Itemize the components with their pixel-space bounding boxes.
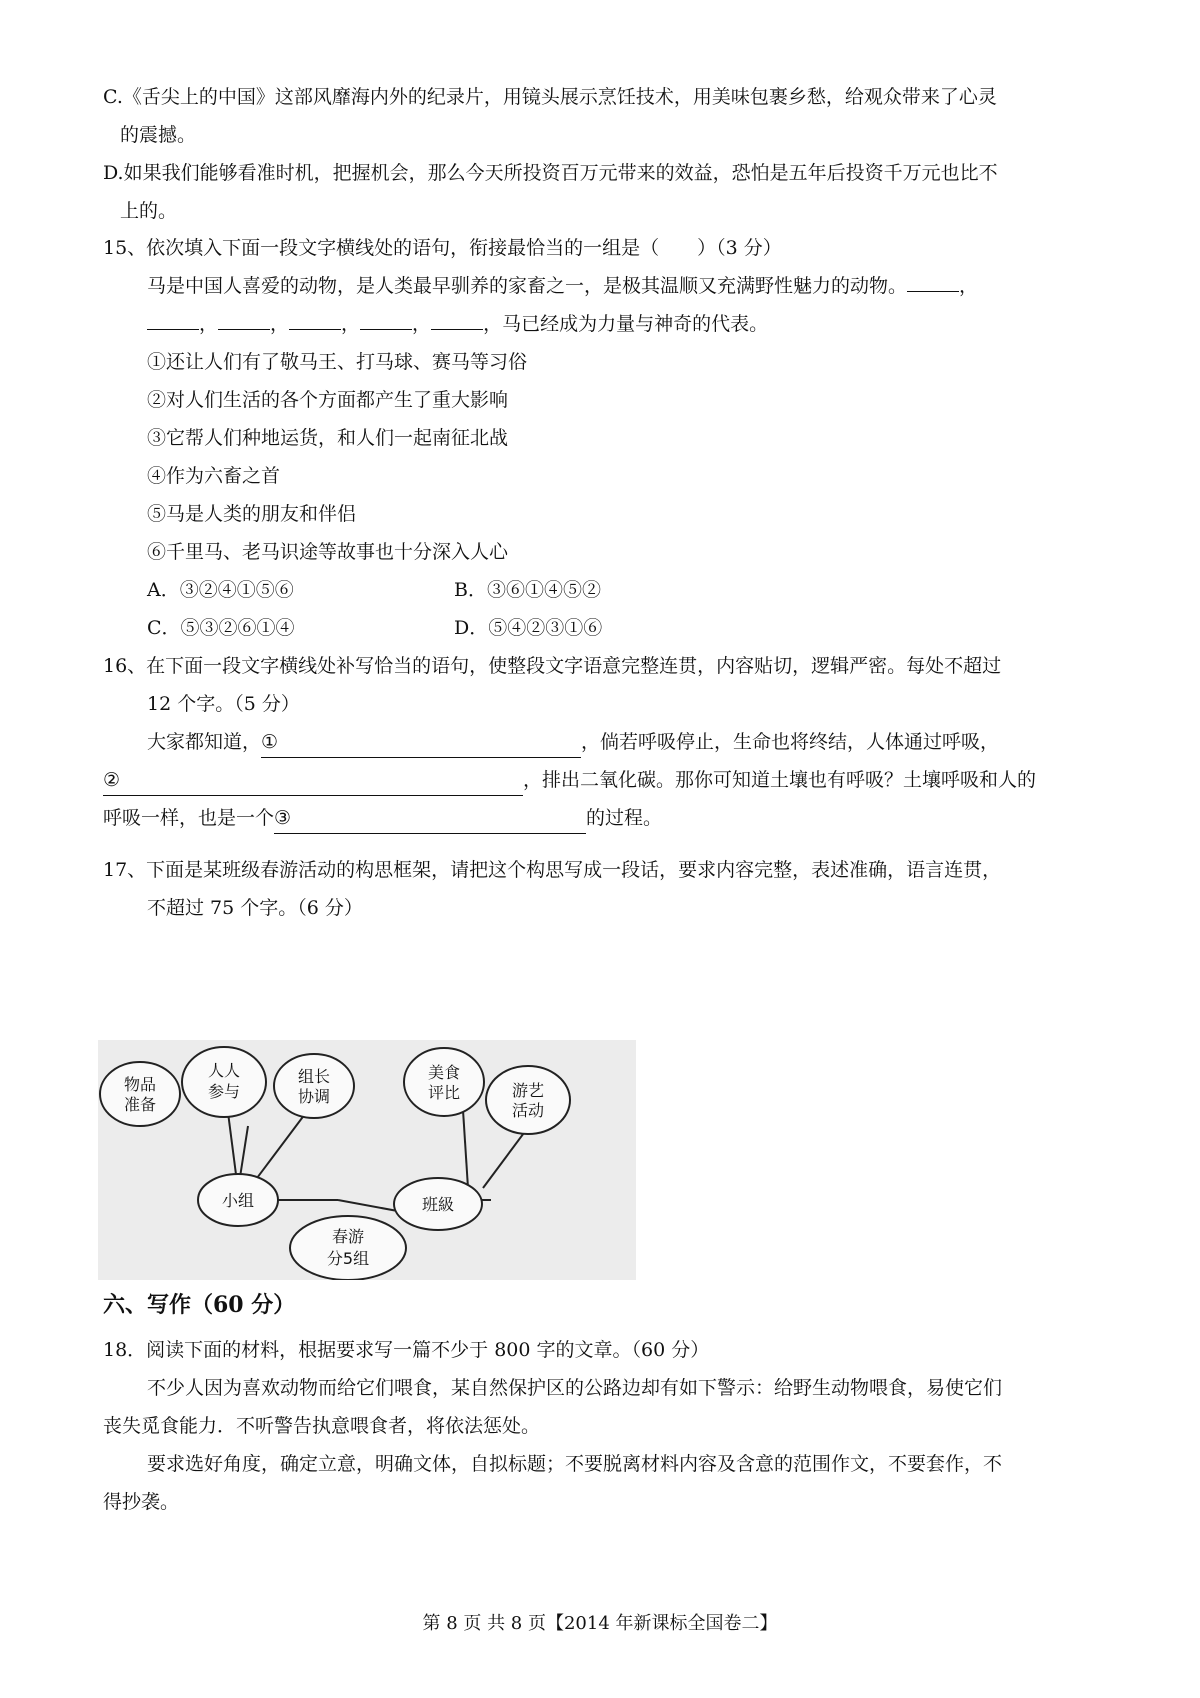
q15-blank-3[interactable]	[218, 311, 270, 330]
q15-item: ②对人们生活的各个方面都产生了重大影响	[147, 389, 509, 411]
q15-paragraph-line2	[147, 309, 768, 339]
page-footer: 第 8 页 共 8 页【2014 年新课标全国卷二】	[422, 1613, 778, 1634]
q14-option-d-line1: D.如果我们能够看准时机，把握机会，那么今天所投资百万元带来的效益，恐怕是五年后投资千万元也比不	[103, 162, 998, 184]
q15-sep: ，	[412, 313, 432, 335]
q15-stem: 15、依次填入下面一段文字横线处的语句，衔接最恰当的一组是（ ）（3 分）	[103, 237, 782, 259]
root-label: 分5组	[326, 1249, 370, 1268]
leaf-label: 美食	[427, 1063, 461, 1082]
q18-stem: 18．阅读下面的材料，根据要求写一篇不少于 800 字的文章。（60 分）	[103, 1339, 710, 1361]
q17-stem-line1: 17、下面是某班级春游活动的构思框架，请把这个构思写成一段话，要求内容完整，表述准确，语言连贯，	[103, 859, 1002, 881]
q17-stem-line2: 不超过 75 个字。（6 分）	[147, 897, 363, 919]
leaf-node	[486, 1066, 570, 1134]
leaf-label: 物品	[123, 1075, 157, 1094]
q16-text: 大家都知道，	[147, 731, 262, 753]
q14-option-c-line1: C.《舌尖上的中国》这部风靡海内外的纪录片，用镜头展示烹饪技术，用美味包裹乡愁，给观众带来了心灵	[103, 86, 997, 108]
q15-item: ③它帮人们种地运货，和人们一起南征北战	[147, 427, 509, 449]
q15-item: ⑥千里马、老马识途等故事也十分深入人心	[147, 541, 509, 563]
blank-marker: ①	[261, 731, 279, 753]
q16-stem-line2: 12 个字。（5 分）	[147, 693, 300, 715]
leaf-label: 评比	[427, 1083, 461, 1102]
q15-paragraph-line1	[147, 271, 978, 301]
blank-marker: ③	[274, 807, 292, 829]
q15-option-b[interactable]: B．③⑥①④⑤②	[454, 579, 601, 601]
root-label: 春游	[331, 1227, 365, 1246]
leaf-label: 协调	[297, 1087, 331, 1106]
q18-requirement-line2: 得抄袭。	[103, 1491, 180, 1513]
leaf-label: 活动	[511, 1101, 545, 1120]
q16-text: ，倘若呼吸停止，生命也将终结，人体通过呼吸，	[581, 731, 1000, 753]
q15-item: ①还让人们有了敬马王、打马球、赛马等习俗	[147, 351, 528, 373]
leaf-label: 组长	[297, 1067, 331, 1086]
q15-option-c[interactable]: C．⑤③②⑥①④	[147, 617, 295, 639]
leaf-label: 参与	[207, 1082, 241, 1101]
q15-sep: ，	[341, 313, 361, 335]
q15-blank-2[interactable]	[147, 311, 199, 330]
q16-answer-blank-1[interactable]	[261, 727, 581, 758]
q14-option-c-line2: 的震撼。	[120, 124, 197, 146]
q15-item: ④作为六畜之首	[147, 465, 281, 487]
root-node	[290, 1216, 406, 1280]
q15-option-a[interactable]: A．③②④①⑤⑥	[147, 579, 294, 601]
q18-requirement-line1: 要求选好角度，确定立意，明确文体，自拟标题；不要脱离材料内容及含意的范围作文，不要套作，不	[147, 1453, 1003, 1475]
leaf-label: 准备	[123, 1095, 157, 1114]
q16-paragraph-line3	[103, 803, 662, 834]
q14-option-d-line2: 上的。	[120, 200, 178, 222]
q16-text: ，排出二氧化碳。那你可知道土壤也有呼吸？土壤呼吸和人的	[523, 769, 1037, 791]
leaf-label: 人人	[207, 1061, 241, 1080]
q16-paragraph-line2	[103, 765, 1036, 796]
q16-stem-line1: 16、在下面一段文字横线处补写恰当的语句，使整段文字语意完整连贯，内容贴切，逻辑严密。每处不超过	[103, 655, 1002, 677]
q15-paragraph-text: 马是中国人喜爱的动物，是人类最早驯养的家畜之一，是极其温顺又充满野性魅力的动物。	[147, 275, 908, 297]
leaf-node	[274, 1054, 354, 1118]
leaf-node	[404, 1048, 484, 1116]
q15-sep: ，	[270, 313, 290, 335]
q15-sep: ，	[199, 313, 219, 335]
q15-option-d[interactable]: D．⑤④②③①⑥	[454, 617, 603, 639]
q18-material-line2: 丧失觅食能力．不听警告执意喂食者，将依法惩处。	[103, 1415, 541, 1437]
diagram-svg	[98, 1040, 636, 1280]
q16-answer-blank-2[interactable]	[103, 765, 523, 796]
q15-item: ⑤马是人类的朋友和伴侣	[147, 503, 357, 525]
q16-paragraph-line1	[147, 727, 999, 758]
hub-label-right: 班級	[421, 1195, 455, 1214]
leaf-node	[100, 1062, 180, 1126]
q16-text: 的过程。	[586, 807, 663, 829]
leaf-label: 游艺	[511, 1081, 545, 1100]
section-title-writing: 六、写作（60 分）	[103, 1292, 296, 1318]
q15-blank-6[interactable]	[431, 311, 483, 330]
blank-marker: ②	[103, 769, 121, 791]
q15-paragraph-end: ，马已经成为力量与神奇的代表。	[483, 313, 769, 335]
spring-outing-diagram	[98, 1040, 636, 1280]
q16-text: 呼吸一样，也是一个	[103, 807, 275, 829]
q15-blank-4[interactable]	[289, 311, 341, 330]
q15-blank-5[interactable]	[360, 311, 412, 330]
hub-label-left: 小组	[221, 1191, 255, 1210]
q15-sep: ，	[959, 275, 979, 297]
q15-blank-1[interactable]	[907, 273, 959, 292]
q18-material-line1: 不少人因为喜欢动物而给它们喂食，某自然保护区的公路边却有如下警示：给野生动物喂食，易使它们	[147, 1377, 1003, 1399]
q16-answer-blank-3[interactable]	[274, 803, 586, 834]
